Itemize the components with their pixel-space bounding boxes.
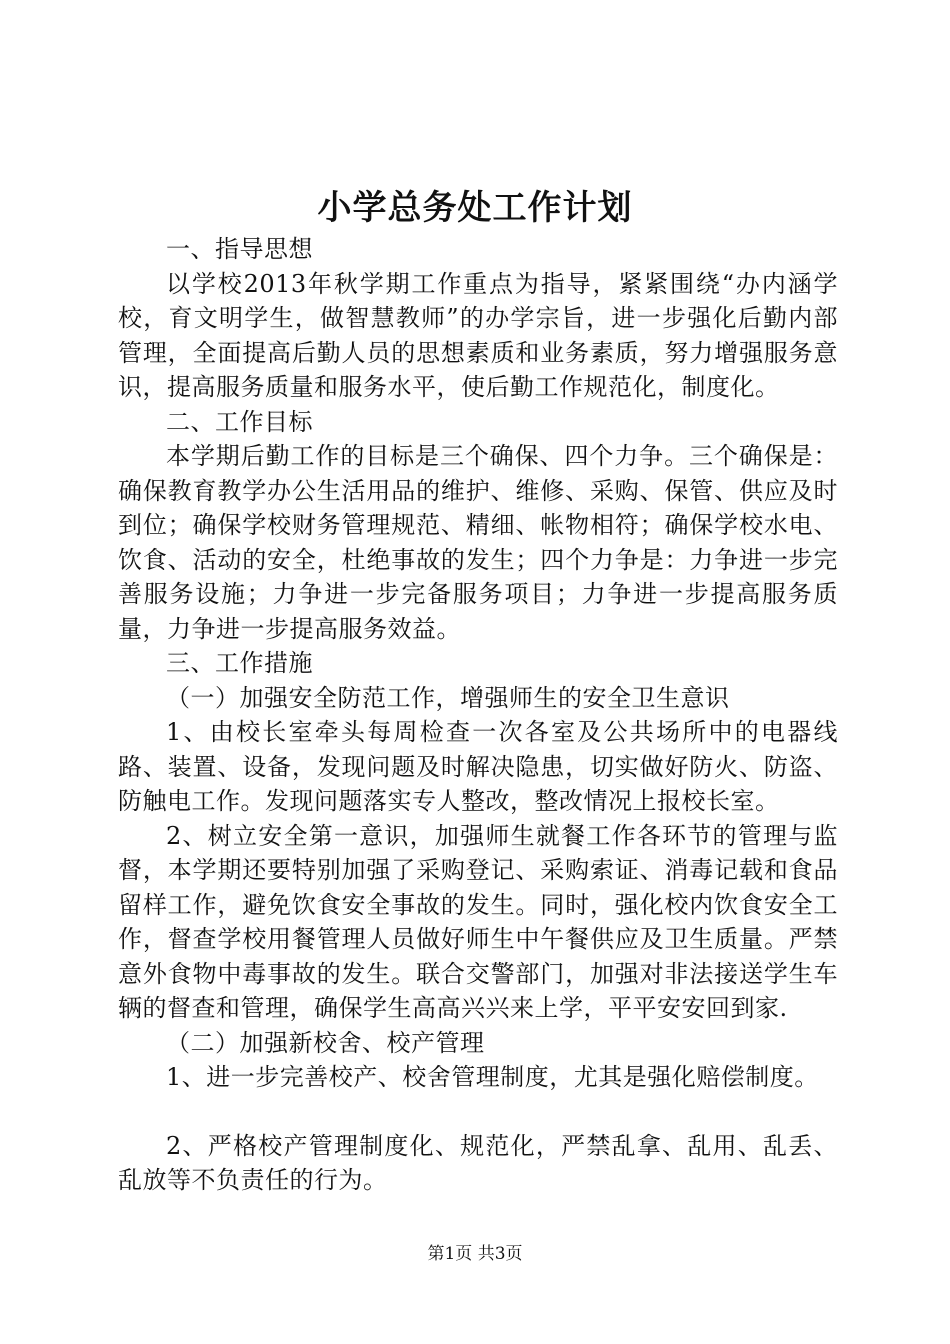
page-footer: 第1页 共3页 xyxy=(427,1244,523,1264)
paragraph-property-item-1: 1、进一步完善校产、校舍管理制度，尤其是强化赔偿制度。 xyxy=(166,1063,819,1091)
subheading-safety: （一）加强安全防范工作，增强师生的安全卫生意识 xyxy=(166,683,730,712)
document-body xyxy=(118,232,838,1198)
paragraph-guiding-thought: 以学校2013年秋学期工作重点为指导，紧紧围绕“办内涵学校，育文明学生，做智慧教师”的办学宗旨，进一步强化后勤内部管理，全面提高后勤人员的思想素质和业务素质，努力增强服务意识，提高服务质量和服务水平，使后勤工作规范化，制度化。 xyxy=(118,269,838,401)
paragraph-work-goals: 本学期后勤工作的目标是三个确保、四个力争。三个确保是：确保教育教学办公生活用品的维护、维修、采购、保管、供应及时到位；确保学校财务管理规范、精细、帐物相符；确保学校水电、饮食、活动的安全，杜绝事故的发生；四个力争是：力争进一步完善服务设施；力争进一步完备服务项目；力争进一步提高服务质量，力争进一步提高服务效益。 xyxy=(118,442,838,643)
section-heading-guiding-thought: 一、指导思想 xyxy=(166,235,313,263)
section-heading-work-measures: 三、工作措施 xyxy=(166,649,313,677)
paragraph-safety-item-1: 1、由校长室牵头每周检查一次各室及公共场所中的电器线路、装置、设备，发现问题及时解决隐患，切实做好防火、防盗、防触电工作。发现问题落实专人整改，整改情况上报校长室。 xyxy=(118,718,838,815)
paragraph-safety-item-2: 2、树立安全第一意识，加强师生就餐工作各环节的管理与监督，本学期还要特别加强了采购登记、采购索证、消毒记载和食品留样工作，避免饮食安全事故的发生。同时，强化校内饮食安全工作，督查学校用餐管理人员做好师生中午餐供应及卫生质量。严禁意外食物中毒事故的发生。联合交警部门，加强对非法接送学生车辆的督查和管理，确保学生高高兴兴来上学，平平安安回到家. xyxy=(118,821,838,1022)
document-title: 小学总务处工作计划 xyxy=(317,188,633,228)
subheading-school-property: （二）加强新校舍、校产管理 xyxy=(166,1028,485,1057)
paragraph-property-item-2: 2、严格校产管理制度化、规范化，严禁乱拿、乱用、乱丢、乱放等不负责任的行为。 xyxy=(118,1131,838,1194)
blank-line xyxy=(118,1095,838,1129)
section-heading-work-goals: 二、工作目标 xyxy=(166,407,313,436)
